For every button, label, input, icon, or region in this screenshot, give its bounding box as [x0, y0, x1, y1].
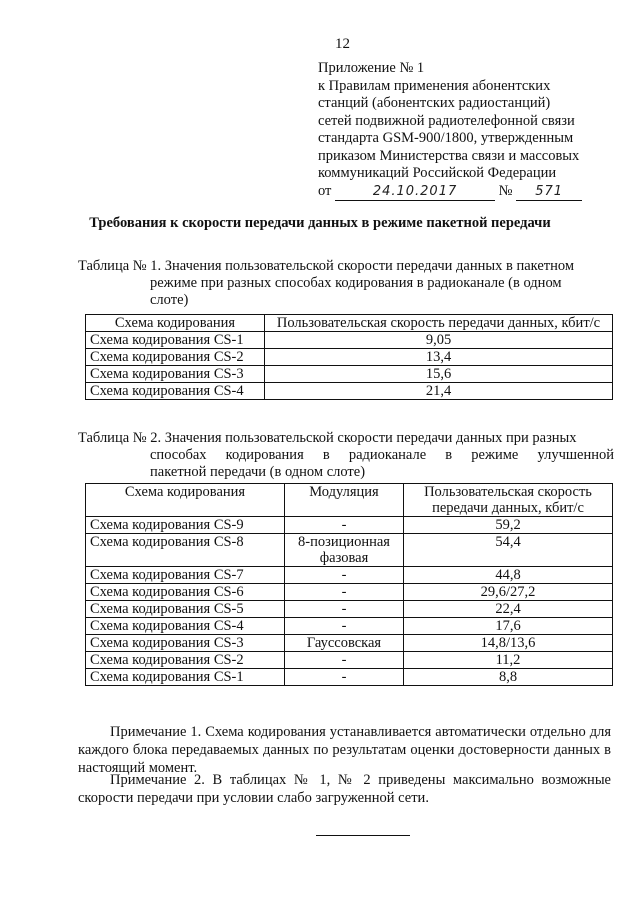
- table-cell: -: [285, 652, 404, 669]
- table-cell: 15,6: [265, 366, 613, 383]
- table2: [85, 483, 613, 686]
- table-row: [86, 584, 613, 601]
- table-row: [86, 618, 613, 635]
- table-row: [86, 517, 613, 534]
- note-2: Примечание 2. В таблицах № 1, № 2 приведены максимально возможные скорости передачи при условии слабо загруженной сети.: [78, 772, 611, 806]
- table-row: [86, 635, 613, 652]
- appendix-line: станций (абонентских радиостанций): [318, 95, 551, 111]
- table2-caption: [78, 430, 614, 481]
- table-row: [86, 567, 613, 584]
- table-cell: Схема кодирования CS-1: [86, 669, 285, 686]
- table1-caption-line: слоте): [150, 292, 189, 308]
- table-cell: 8-позиционная фазовая: [285, 534, 404, 567]
- table1-header-cell: Пользовательская скорость передачи данных, кбит/с: [265, 315, 613, 332]
- number-field: [516, 183, 582, 202]
- table-row: [86, 669, 613, 686]
- table-cell: Схема кодирования CS-3: [86, 635, 285, 652]
- table1-header-cell: Схема кодирования: [86, 315, 265, 332]
- number-handwritten: 571: [535, 183, 564, 199]
- table2-caption-line: способах кодирования в радиоканале в режиме улучшенной: [150, 447, 614, 463]
- section-title: Требования к скорости передачи данных в режиме пакетной передачи: [89, 215, 551, 231]
- table1-header-row: [86, 315, 613, 332]
- table-row: [86, 652, 613, 669]
- table-cell: 21,4: [265, 383, 613, 400]
- table-cell: Схема кодирования CS-4: [86, 383, 265, 400]
- appendix-line: стандарта GSM-900/1800, утвержденным: [318, 130, 574, 146]
- table-cell: -: [285, 517, 404, 534]
- table-cell: -: [285, 567, 404, 584]
- table-cell: 11,2: [404, 652, 613, 669]
- date-handwritten: 24.10.2017: [372, 183, 458, 199]
- table-cell: 17,6: [404, 618, 613, 635]
- table-cell: Схема кодирования CS-2: [86, 349, 265, 366]
- table-cell: 8,8: [404, 669, 613, 686]
- table-cell: Схема кодирования CS-4: [86, 618, 285, 635]
- table2-header-row: [86, 484, 613, 517]
- table2-header-cell: Модуляция: [285, 484, 404, 517]
- table-cell: Схема кодирования CS-9: [86, 517, 285, 534]
- table-cell: Схема кодирования CS-7: [86, 567, 285, 584]
- date-field: [335, 183, 495, 202]
- table2-header-cell: Схема кодирования: [86, 484, 285, 517]
- table-cell: 14,8/13,6: [404, 635, 613, 652]
- table-cell: 29,6/27,2: [404, 584, 613, 601]
- table1-caption-line: Таблица № 1. Значения пользовательской скорости передачи данных в пакетном: [78, 258, 575, 274]
- table-cell: Гауссовская: [285, 635, 404, 652]
- table-row: [86, 601, 613, 618]
- table2-caption-line: Таблица № 2. Значения пользовательской скорости передачи данных при разных: [78, 430, 577, 446]
- table1-caption-line: режиме при разных способах кодирования в радиоканале (в одном: [150, 275, 562, 291]
- table-row: [86, 332, 613, 349]
- table-cell: 44,8: [404, 567, 613, 584]
- table-cell: Схема кодирования CS-5: [86, 601, 285, 618]
- date-prefix: от: [318, 182, 332, 199]
- table-cell: -: [285, 669, 404, 686]
- closing-rule: [316, 835, 410, 836]
- table2-caption-line: пакетной передачи (в одном слоте): [150, 464, 366, 480]
- table-cell: Схема кодирования CS-1: [86, 332, 265, 349]
- appendix-line: к Правилам применения абонентских: [318, 77, 551, 94]
- appendix-line: сетей подвижной радиотелефонной связи: [318, 112, 575, 129]
- table-row: [86, 534, 613, 567]
- table-row: [86, 383, 613, 400]
- appendix-date-line: [318, 183, 618, 202]
- table2-header-cell: Пользовательская скорость передачи данных, кбит/с: [404, 484, 613, 517]
- appendix-line: коммуникаций Российской Федерации: [318, 165, 557, 181]
- table-cell: -: [285, 601, 404, 618]
- table-row: [86, 349, 613, 366]
- appendix-line: приказом Министерства связи и массовых: [318, 147, 580, 164]
- note-1: Примечание 1. Схема кодирования устанавливается автоматически отдельно для каждого блока передаваемых данных по результатам оценки достоверности данных в настоящий момент.: [78, 724, 611, 776]
- table-cell: -: [285, 584, 404, 601]
- table-cell: Схема кодирования CS-2: [86, 652, 285, 669]
- table-cell: 54,4: [404, 534, 613, 567]
- table-cell: 9,05: [265, 332, 613, 349]
- table1-caption: [78, 258, 608, 309]
- table1: [85, 314, 613, 400]
- number-prefix: №: [498, 182, 513, 199]
- appendix-line: Приложение № 1: [318, 60, 425, 76]
- table-cell: 22,4: [404, 601, 613, 618]
- page-number: 12: [335, 36, 350, 52]
- table-cell: Схема кодирования CS-6: [86, 584, 285, 601]
- table-row: [86, 366, 613, 383]
- table-cell: 59,2: [404, 517, 613, 534]
- table-cell: Схема кодирования CS-8: [86, 534, 285, 567]
- table-cell: Схема кодирования CS-3: [86, 366, 265, 383]
- appendix-header: [318, 60, 618, 201]
- table-cell: -: [285, 618, 404, 635]
- table-cell: 13,4: [265, 349, 613, 366]
